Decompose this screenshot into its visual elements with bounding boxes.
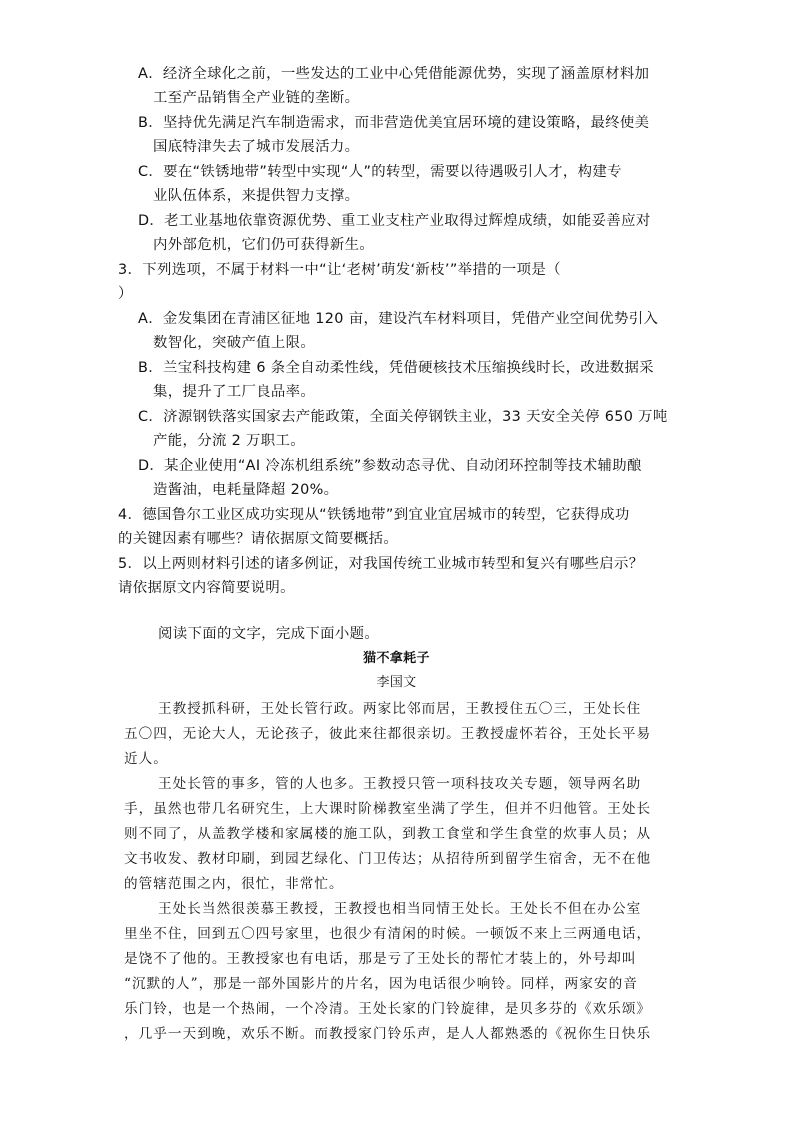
story-author: 李国文 (376, 675, 417, 690)
q2-option-a-line2: 工至产品销售全产业链的垄断。 (153, 90, 360, 106)
story-title: 猫不拿耗子 (363, 651, 430, 666)
story-p3-line5: 乐门铃，也是一个热闹，一个冷清。王处长家的门铃旋律，是贝多芬的《欢乐颂》 (124, 1001, 652, 1017)
q3-stem-line1: 3．下列选项，不属于材料一中“让‘老树’萌发‘新枝’”举措的一项是（ (118, 262, 561, 278)
story-p2-line3: 则不同了，从盖教学楼和家属楼的施工队，到教工食堂和学生食堂的炊事人员；从 (124, 826, 652, 842)
q3-option-a-line2: 数智化，突破产值上限。 (153, 335, 316, 351)
story-p2-line4: 文书收发、教材印刷，到园艺绿化、门卫传达；从招待所到留学生宿舍，无不在他 (124, 851, 652, 867)
story-p3-line1: 王处长当然很羡慕王教授，王教授也相当同情王处长。王处长不但在办公室 (158, 901, 642, 917)
q3-option-b-line2: 集，提升了工厂良品率。 (153, 384, 316, 400)
story-p2-line5: 的管辖范围之内，很忙，非常忙。 (124, 876, 344, 892)
q5-line1: 5．以上两则材料引述的诸多例证，对我国传统工业城市转型和复兴有哪些启示？ (118, 556, 644, 572)
q2-option-b-line1: B．坚持优先满足汽车制造需求，而非营造优美宜居环境的建设策略，最终使美 (138, 115, 650, 131)
q3-option-d-line1: D．某企业使用“AI 冷冻机组系统”参数动态寻优、自动闭环控制等技术辅助酿 (138, 458, 642, 474)
q4-line1: 4．德国鲁尔工业区成功实现从“铁锈地带”到宜业宜居城市的转型，它获得成功 (118, 507, 630, 523)
q2-option-c-line2: 业队伍体系，来提供智力支撑。 (153, 188, 360, 204)
q2-option-b-line2: 国底特津失去了城市发展活力。 (153, 139, 360, 155)
story-p3-line2: 里坐不住，回到五〇四号家里，也很少有清闲的时候。一顿饭不来上三两通电话， (124, 926, 652, 942)
story-p3-line3: 是饶不了他的。王教授家也有电话，那是亏了王处长的帮忙才装上的，外号却叫 (124, 951, 637, 967)
q2-option-c-line1: C．要在“铁锈地带”转型中实现“人”的转型，需要以待遇吸引人才，构建专 (138, 164, 622, 180)
q3-option-c-line2: 产能，分流 2 万职工。 (153, 433, 306, 449)
q2-option-d-line1: D．老工业基地依靠资源优势、重工业支柱产业取得过辉煌成绩，如能妥善应对 (138, 213, 651, 229)
q5-line2: 请依据原文内容简要说明。 (118, 580, 295, 596)
q3-option-d-line2: 造酱油，电耗量降超 20%。 (153, 482, 339, 498)
story-p2-line2: 手，虽然也带几名研究生，上大课时阶梯教室坐满了学生，但并不归他管。王处长 (124, 801, 652, 817)
reading-instruction: 阅读下面的文字，完成下面小题。 (158, 626, 380, 642)
q2-option-d-line2: 内外部危机，它们仍可获得新生。 (153, 237, 375, 253)
q3-stem-line2: ） (118, 286, 133, 302)
story-p1-line1: 王教授抓科研，王处长管行政。两家比邻而居，王教授住五〇三，王处长住 (158, 701, 642, 717)
q3-option-a-line1: A．金发集团在青浦区征地 120 亩，建设汽车材料项目，凭借产业空间优势引入 (138, 311, 659, 327)
story-p2-line1: 王处长管的事多，管的人也多。王教授只管一项科技攻关专题，领导两名助 (158, 776, 642, 792)
q3-option-b-line1: B．兰宝科技构建 6 条全自动柔性线，凭借硬核技术压缩换线时长，改进数据采 (138, 360, 655, 376)
q2-option-a-line1: A．经济全球化之前，一些发达的工业中心凭借能源优势，实现了涵盖原材料加 (138, 66, 650, 82)
q4-line2: 的关键因素有哪些？请依据原文简要概括。 (118, 531, 399, 547)
story-p3-line6: ，几乎一天到晚，欢乐不断。而教授家门铃乐声，是人人都熟悉的《祝你生日快乐 (124, 1026, 652, 1042)
story-p1-line2: 五〇四，无论大人，无论孩子，彼此来往都很亲切。王教授虚怀若谷，王处长平易 (124, 726, 652, 742)
q3-option-c-line1: C．济源钢铁落实国家去产能政策，全面关停钢铁主业，33 天安全关停 650 万吨 (138, 409, 668, 425)
story-p3-line4: “沉默的人”，那是一部外国影片的片名，因为电话很少响铃。同样，两家安的音 (124, 976, 638, 992)
story-p1-line3: 近人。 (124, 751, 168, 767)
